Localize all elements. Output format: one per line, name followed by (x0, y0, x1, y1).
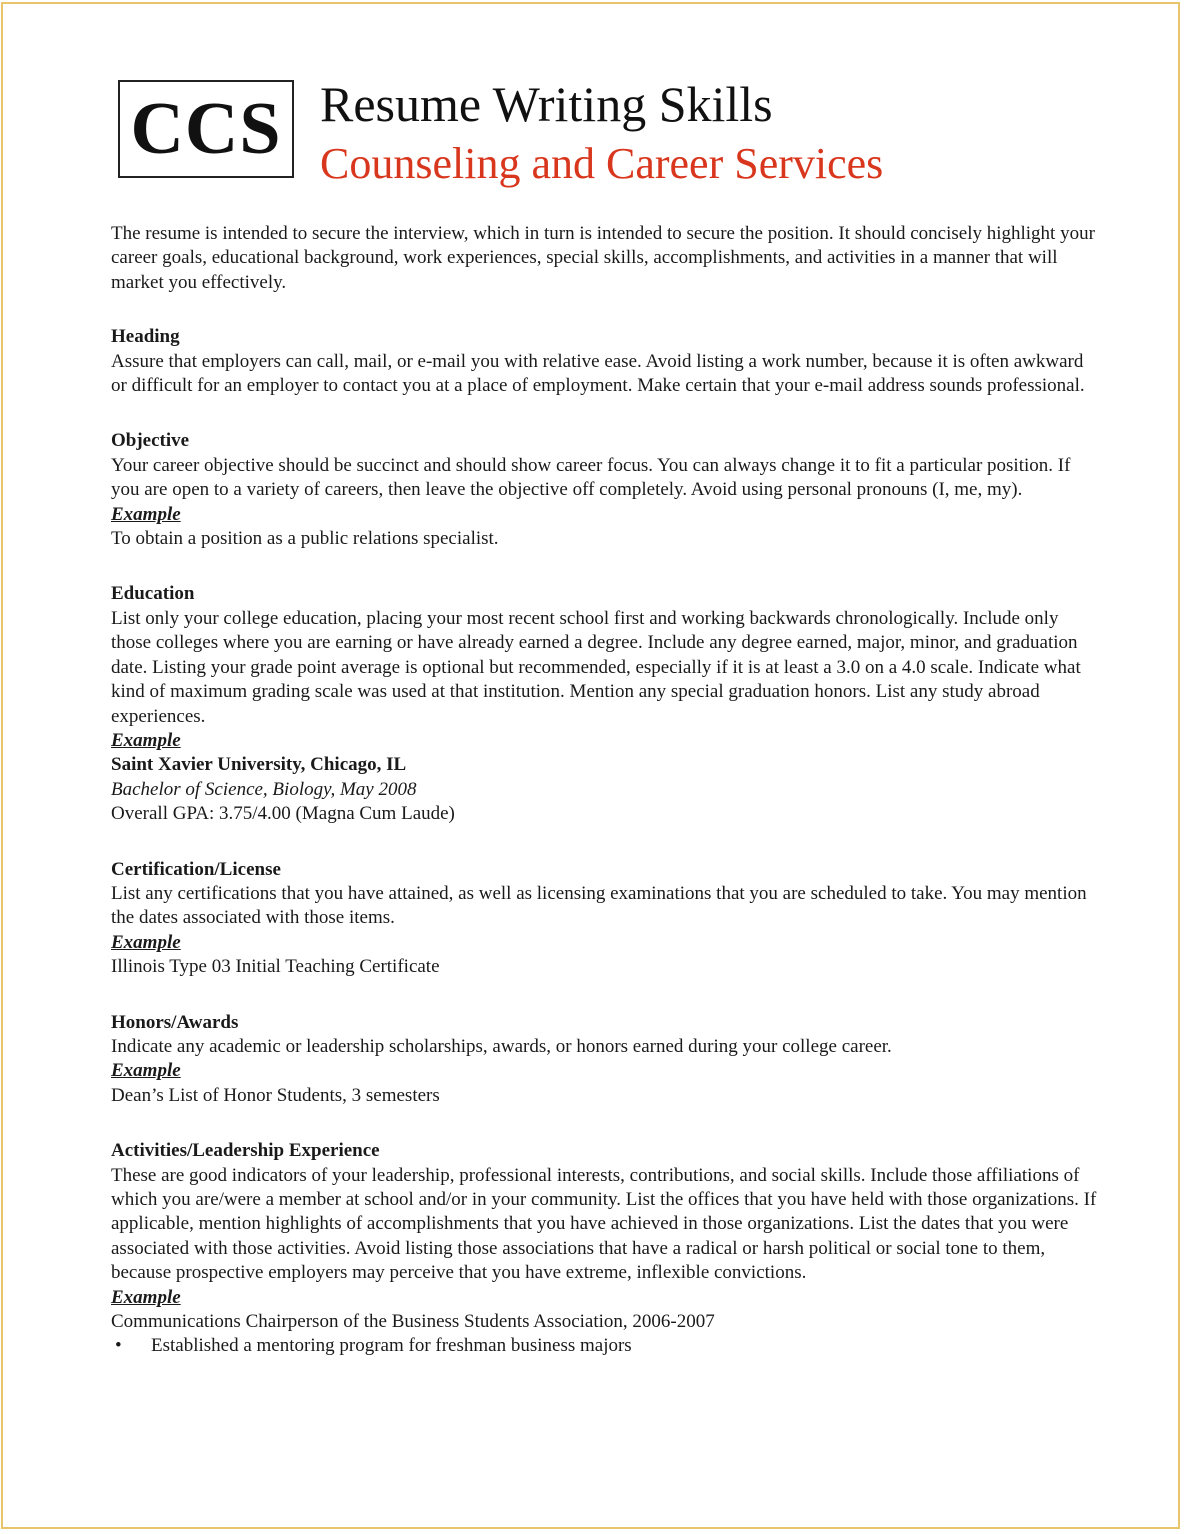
section-text: List only your college education, placing your most recent school first and working backwards chronologically. Include only those colleges where you are earning or have already earned a degree. Include any degree earned, major, minor, and graduation date. Listing your grade point average is optional but recommended, especially if it is at least a 3.0 on a 4.0 scale. Indicate what kind of maximum grading scale was used at that institution. Mention any special graduation honors. List any study abroad experiences. (111, 607, 1081, 727)
section-title: Objective (111, 430, 190, 452)
example-label: Example (111, 729, 181, 751)
section-title: Heading (111, 326, 180, 348)
ccs-logo: CCS (118, 80, 294, 178)
section-text: Assure that employers can call, mail, or e-mail you with relative ease. Avoid listing a work number, because it is often awkward or difficult for an employer to contact you at a place of employment. Make certain that your e-mail address sounds professional. (111, 350, 1085, 397)
section-honors (111, 1011, 1101, 1109)
section-activities (111, 1139, 1101, 1359)
section-text: Indicate any academic or leadership scholarships, awards, or honors earned during your college career. (111, 1035, 892, 1057)
section-title: Education (111, 583, 195, 605)
section-text: These are good indicators of your leadership, professional interests, contributions, and social skills. Include those affiliations of which you are/were a member at school and/or in your community. List the offices that you have held with those organizations. If applicable, mention highlights of accomplishments that you have achieved in those organizations. List the dates that you were associated with those activities. Avoid listing those associations that have a radical or harsh political or social tone to them, because prospective employers may perceive that you have extreme, inflexible convictions. (111, 1164, 1097, 1284)
section-education (111, 582, 1101, 826)
example-gpa: Overall GPA: 3.75/4.00 (Magna Cum Laude) (111, 803, 455, 825)
document-body (111, 222, 1101, 1390)
section-text: List any certifications that you have attained, as well as licensing examinations that you are scheduled to take. You may mention the dates associated with those items. (111, 882, 1087, 929)
example-text: Illinois Type 03 Initial Teaching Certificate (111, 956, 440, 978)
example-label: Example (111, 503, 181, 525)
section-certification (111, 858, 1101, 980)
example-label: Example (111, 931, 181, 953)
example-degree: Bachelor of Science, Biology, May 2008 (111, 778, 417, 800)
page-title: Resume Writing Skills (320, 76, 773, 132)
example-school: Saint Xavier University, Chicago, IL (111, 754, 407, 776)
example-text: Communications Chairperson of the Business Students Association, 2006-2007 (111, 1311, 715, 1333)
example-label: Example (111, 1286, 181, 1308)
section-text: Your career objective should be succinct and should show career focus. You can always change it to fit a particular position. If you are open to a variety of careers, then leave the objective off completely. Avoid using personal pronouns (I, me, my). (111, 454, 1071, 501)
section-title: Certification/License (111, 858, 281, 880)
intro-paragraph: The resume is intended to secure the interview, which in turn is intended to secure the position. It should concisely highlight your career goals, educational background, work experiences, special skills, accomplishments, and activities in a manner that will market you effectively. (111, 223, 1095, 293)
page-subtitle: Counseling and Career Services (320, 139, 884, 188)
section-objective (111, 429, 1101, 551)
example-label: Example (111, 1060, 181, 1082)
bullet-item (111, 1334, 1101, 1358)
example-text: To obtain a position as a public relations specialist. (111, 528, 499, 550)
example-text: Dean’s List of Honor Students, 3 semesters (111, 1084, 440, 1106)
section-title: Honors/Awards (111, 1011, 239, 1033)
section-heading (111, 325, 1101, 398)
section-title: Activities/Leadership Experience (111, 1140, 380, 1162)
bullet-text: Established a mentoring program for freshman business majors (151, 1335, 632, 1357)
bullet-icon: • (115, 1335, 122, 1357)
